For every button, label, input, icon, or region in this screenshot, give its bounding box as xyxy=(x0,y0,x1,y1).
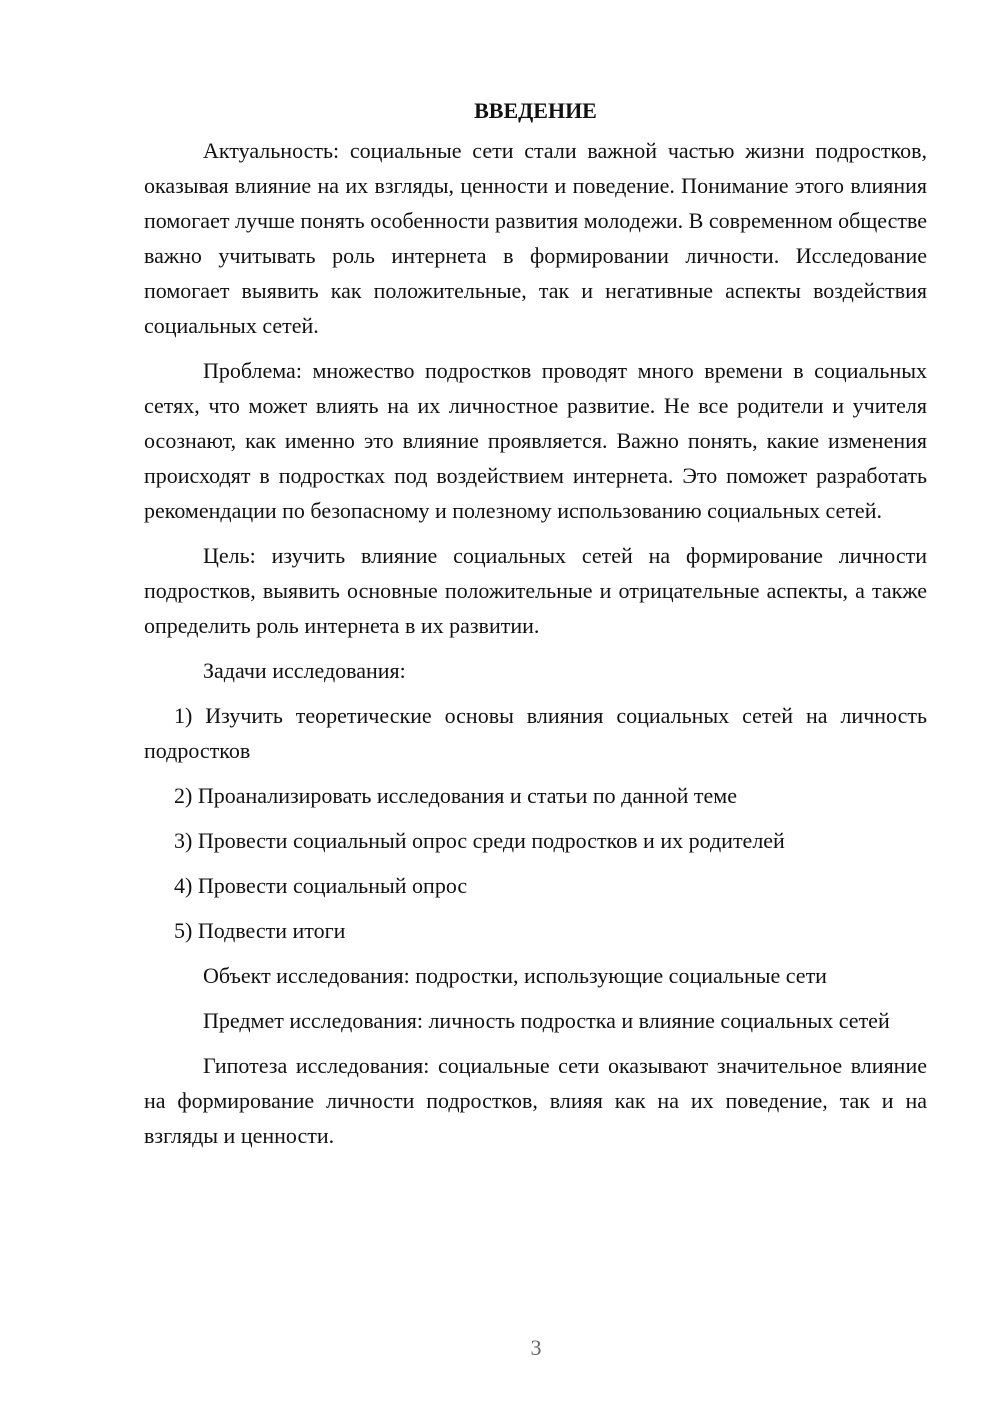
list-item: 4) Провести социальный опрос xyxy=(174,873,468,898)
paragraph-problem: Проблема: множество подростков проводят много времени в социальных сетях, что может влиять на их личностное развитие. Не все родители и учителя осознают, как именно это влияние проявляется. Важно понять, какие изменения происходят в подростках под воздействием интернета. Это поможет разработать рекомендации по безопасному и полезному использованию социальных сетей. xyxy=(144,358,927,523)
list-item: 5) Подвести итоги xyxy=(174,918,346,943)
paragraph-object: Объект исследования: подростки, использующие социальные сети xyxy=(203,963,827,988)
list-item: 2) Проанализировать исследования и статьи по данной теме xyxy=(174,783,737,808)
paragraph-subject: Предмет исследования: личность подростка и влияние социальных сетей xyxy=(203,1008,890,1033)
paragraph-goal: Цель: изучить влияние социальных сетей на формирование личности подростков, выявить основные положительные и отрицательные аспекты, а также определить роль интернета в их развитии. xyxy=(144,543,927,638)
list-item: 3) Провести социальный опрос среди подростков и их родителей xyxy=(174,828,785,853)
page-number: 3 xyxy=(530,1335,542,1360)
paragraph-hypothesis: Гипотеза исследования: социальные сети оказывают значительное влияние на формирование личности подростков, влияя как на их поведение, так и на взгляды и ценности. xyxy=(144,1053,927,1148)
paragraph-tasks-intro: Задачи исследования: xyxy=(203,658,406,683)
document-body xyxy=(144,93,927,1163)
tasks-list xyxy=(144,698,927,948)
list-item: 1) Изучить теоретические основы влияния социальных сетей на личность подростков xyxy=(144,703,927,763)
paragraph-relevance: Актуальность: социальные сети стали важной частью жизни подростков, оказывая влияние на их взгляды, ценности и поведение. Понимание этого влияния помогает лучше понять особенности развития молодежи. В современном обществе важно учитывать роль интернета в формировании личности. Исследование помогает выявить как положительные, так и негативные аспекты воздействия социальных сетей. xyxy=(144,138,927,338)
page-title: ВВЕДЕНИЕ xyxy=(474,98,597,123)
